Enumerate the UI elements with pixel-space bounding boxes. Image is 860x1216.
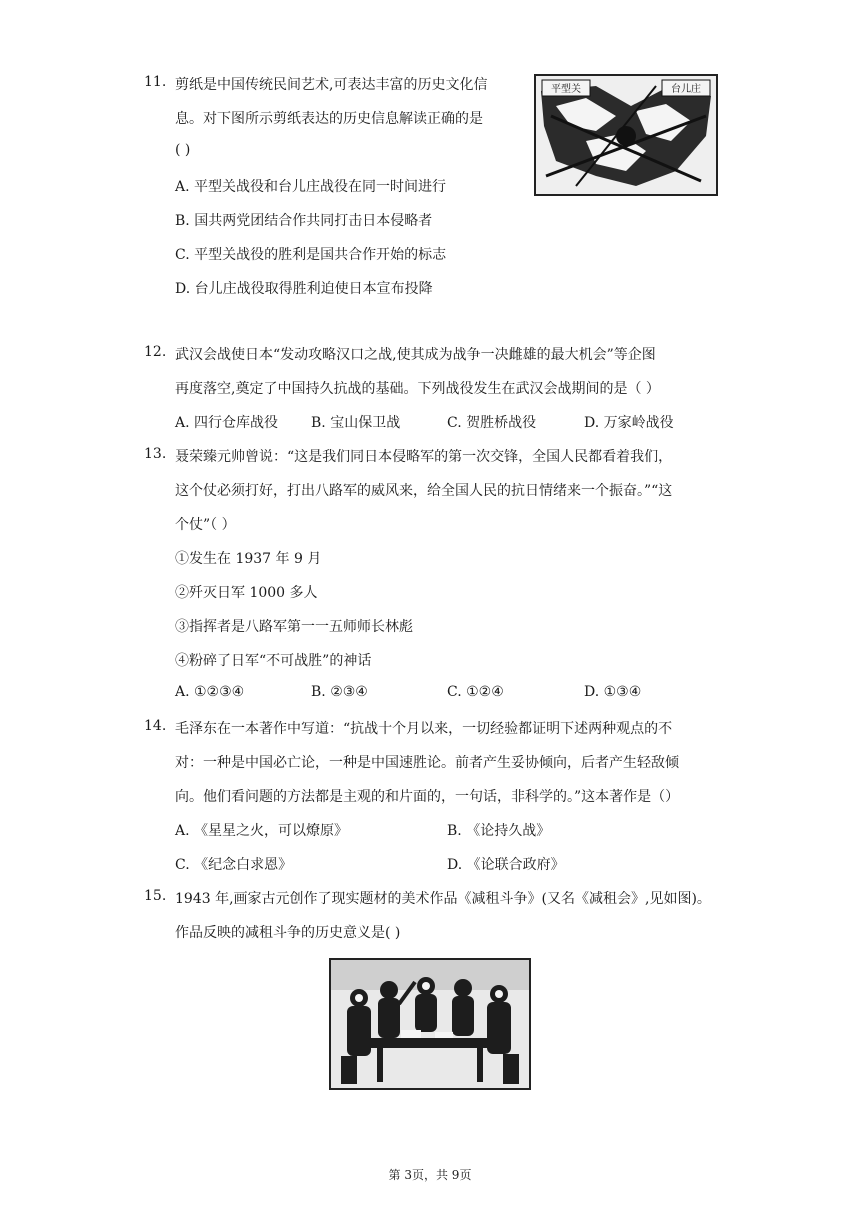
question-text-line: 息。对下图所示剪纸表达的历史信息解读正确的是 (175, 111, 483, 127)
question-text-line: 向。他们看问题的方法都是主观的和片面的，一句话，非科学的。”这本著作是（） (175, 789, 680, 805)
statement-1: ①发生在 1937 年 9 月 (175, 551, 322, 567)
option-a: A. ①②③④ (175, 684, 245, 700)
question-number: 11. (144, 74, 167, 90)
statement-2: ②歼灭日军 1000 多人 (175, 585, 318, 601)
question-text-line: 聂荣臻元帅曾说：“这是我们同日本侵略军的第一次交锋，全国人民都看着我们， (175, 449, 673, 465)
question-text-line: 对：一种是中国必亡论，一种是中国速胜论。前者产生妥协倾向，后者产生轻敌倾 (175, 755, 679, 771)
figure-label-pingxingguan: 平型关 (551, 84, 581, 95)
question-text-line: 剪纸是中国传统民间艺术,可表达丰富的历史文化信 (175, 77, 488, 93)
question-text-line: 这个仗必须打好，打出八路军的威风来，给全国人民的抗日情绪来一个振奋。”“这 (175, 483, 673, 499)
statement-4: ④粉碎了日军“不可战胜”的神话 (175, 653, 372, 669)
page-footer: 第 3页，共 9页 (388, 1168, 472, 1182)
option-d: D. 万家岭战役 (584, 415, 674, 431)
option-d: D. 《论联合政府》 (447, 857, 565, 873)
option-b: B. ②③④ (311, 684, 368, 700)
option-d: D. 台儿庄战役取得胜利迫使日本宣布投降 (175, 281, 433, 297)
question-text-line: 个仗”（ ） (175, 517, 236, 533)
figure-label-taierzhuang: 台儿庄 (671, 84, 701, 95)
question-text-line: 再度落空,奠定了中国持久抗战的基础。下列战役发生在武汉会战期间的是（ ） (175, 381, 660, 397)
question-number: 14. (144, 718, 167, 734)
option-b: B. 《论持久战》 (447, 823, 551, 839)
option-c: C. 平型关战役的胜利是国共合作开始的标志 (175, 247, 447, 263)
question-text-line: 作品反映的减租斗争的历史意义是( ) (175, 925, 401, 941)
question-number: 13. (144, 446, 167, 462)
woodcut-figure (329, 958, 531, 1090)
option-a: A. 四行仓库战役 (175, 415, 279, 431)
statement-3: ③指挥者是八路军第一一五师师长林彪 (175, 619, 413, 635)
papercut-figure (534, 74, 718, 196)
option-a: A. 《星星之火，可以燎原》 (175, 823, 349, 839)
question-text-line: 毛泽东在一本著作中写道：“抗战十个月以来，一切经验都证明下述两种观点的不 (175, 721, 673, 737)
question-number: 15. (144, 888, 167, 904)
option-b: B. 国共两党团结合作共同打击日本侵略者 (175, 213, 433, 229)
woodcut-illustration (331, 960, 529, 1088)
option-c: C. 《纪念白求恩》 (175, 857, 293, 873)
question-text-line: ( ) (175, 142, 191, 158)
option-c: C. ①②④ (447, 684, 504, 700)
question-text-line: 1943 年,画家古元创作了现实题材的美术作品《减租斗争》(又名《减租会》,见如图)。 (175, 891, 711, 907)
question-number: 12. (144, 344, 167, 360)
option-b: B. 宝山保卫战 (311, 415, 401, 431)
option-c: C. 贺胜桥战役 (447, 415, 537, 431)
papercut-illustration (536, 76, 716, 194)
option-a: A. 平型关战役和台儿庄战役在同一时间进行 (175, 179, 447, 195)
question-text-line: 武汉会战使日本“发动攻略汉口之战,使其成为战争一决雌雄的最大机会”等企图 (175, 347, 656, 363)
option-d: D. ①③④ (584, 684, 642, 700)
